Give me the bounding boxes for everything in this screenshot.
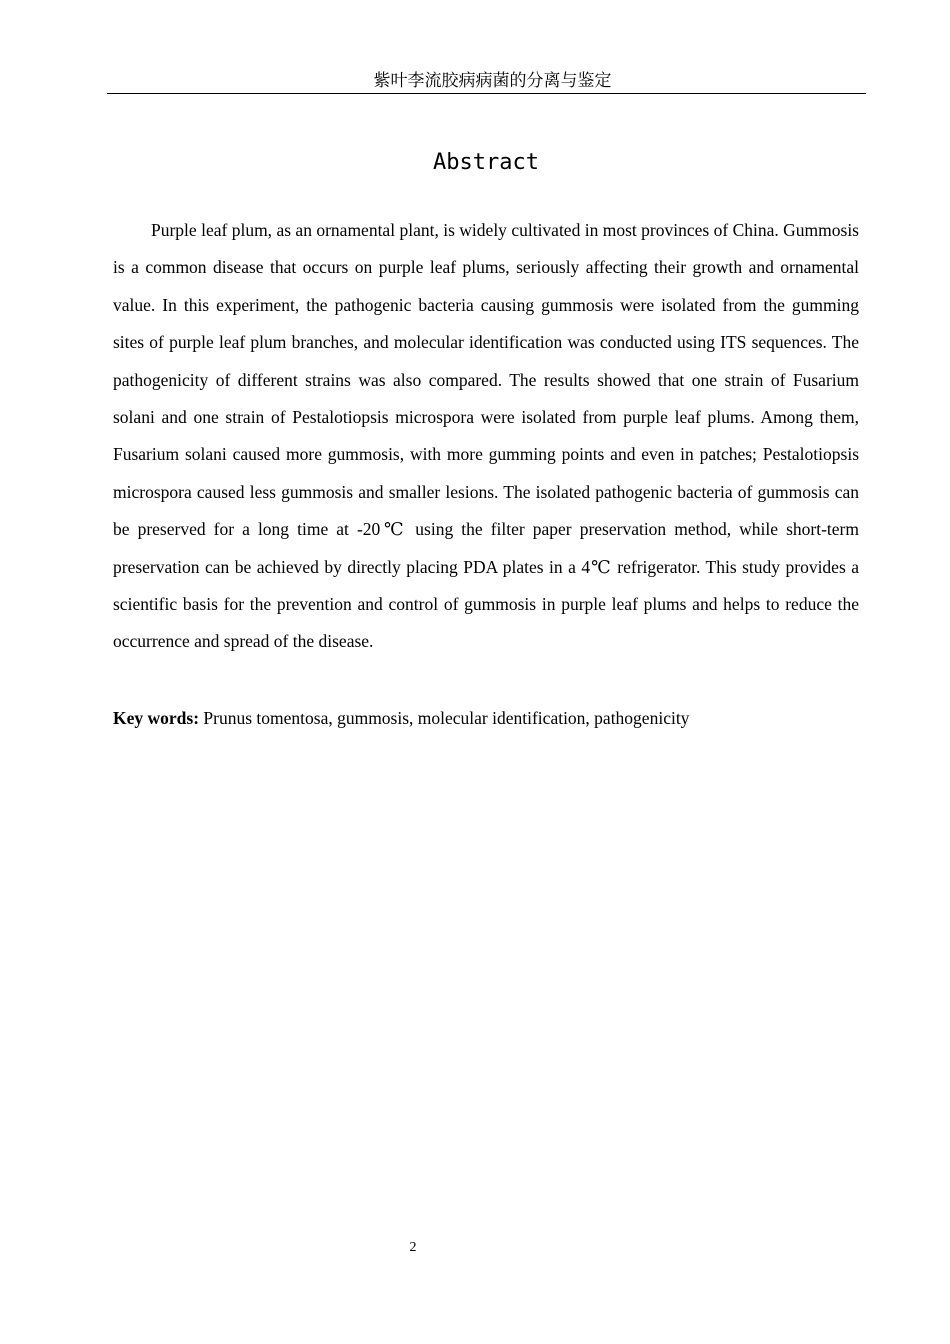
keywords-list: Prunus tomentosa, gummosis, molecular identification, pathogenicity <box>203 708 690 728</box>
running-title: 紫叶李流胶病病菌的分离与鉴定 <box>373 71 612 91</box>
running-header <box>107 70 866 94</box>
page-number: 2 <box>409 1240 417 1255</box>
keywords-line <box>113 700 859 737</box>
abstract-title: Abstract <box>433 150 539 175</box>
keywords-label: Key words: <box>113 708 200 728</box>
abstract-body: Purple leaf plum, as an ornamental plant, is widely cultivated in most provinces of China. Gummosis is a common disease that occurs on purple leaf plums, seriously affecting their growth and ornamental value. In this experiment, the pathogenic bacteria causing gummosis were isolated from the gumming sites of purple leaf plum branches, and molecular identification was conducted using ITS sequences. The pathogenicity of different strains was also compared. The results showed that one strain of Fusarium solani and one strain of Pestalotiopsis microspora were isolated from purple leaf plums. Among them, Fusarium solani caused more gummosis, with more gumming points and even in patches; Pestalotiopsis microspora caused less gummosis and smaller lesions. The isolated pathogenic bacteria of gummosis can be preserved for a long time at -20℃ using the filter paper preservation method, while short-term preservation can be achieved by directly placing PDA plates in a 4℃ refrigerator. This study provides a scientific basis for the prevention and control of gummosis in purple leaf plums and helps to reduce the occurrence and spread of the disease. <box>113 220 859 652</box>
